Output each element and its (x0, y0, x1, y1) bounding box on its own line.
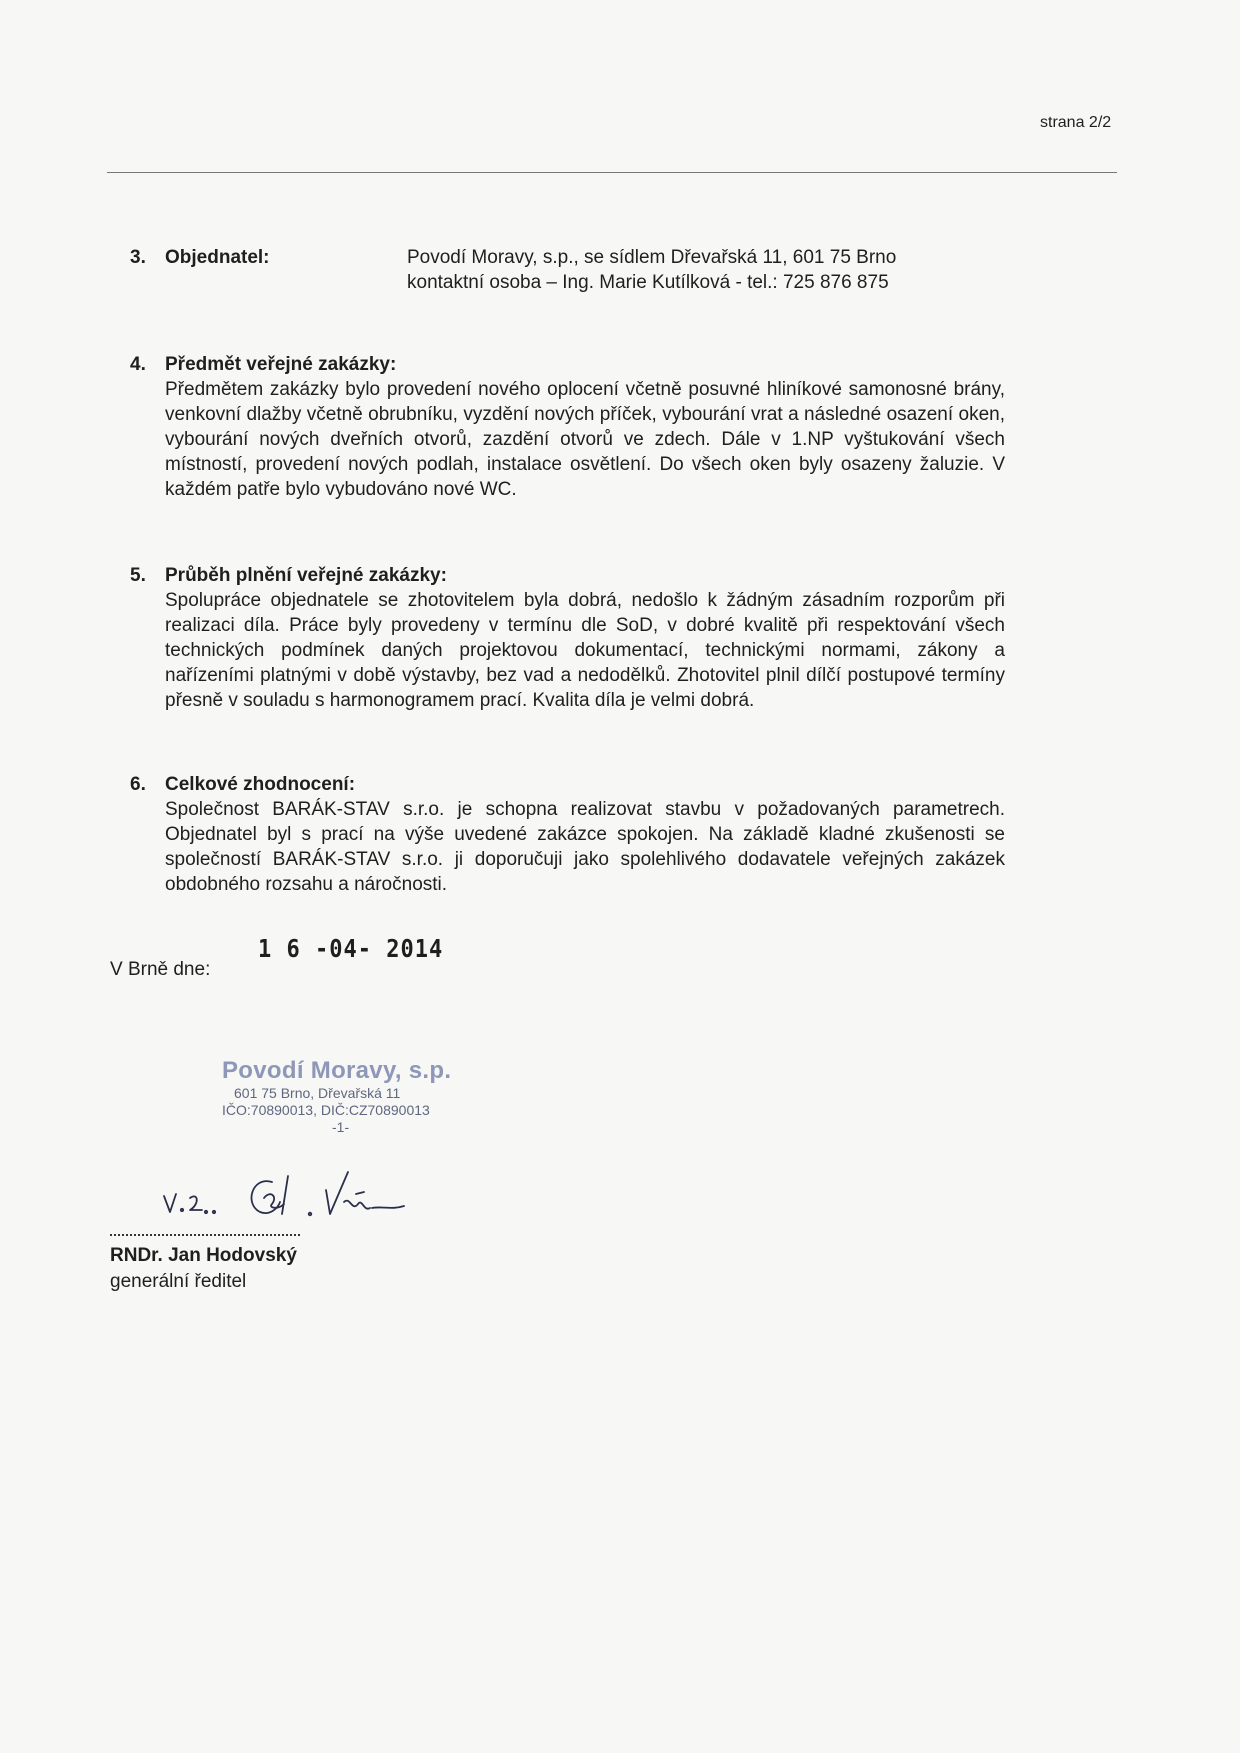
section-progress (130, 563, 1005, 713)
stamp-org: Povodí Moravy, s.p. (222, 1057, 452, 1084)
section-subject (130, 352, 1005, 502)
section-number: 4. (130, 354, 146, 375)
section-number: 6. (130, 774, 146, 795)
client-address: Povodí Moravy, s.p., se sídlem Dřevařská 11, 601 75 Brno (407, 247, 897, 268)
stamp-address: 601 75 Brno, Dřevařská 11 (234, 1085, 401, 1101)
section-heading: Předmět veřejné zakázky: (165, 354, 397, 375)
stamp-code: -1- (332, 1119, 350, 1135)
page-number: strana 2/2 (1040, 114, 1112, 131)
section-evaluation (130, 772, 1005, 897)
section-body: Spolupráce objednatele se zhotovitelem byla dobrá, nedošlo k žádným zásadním rozporům při realizaci díla. Práce byly provedeny v termínu dle SoD, v dobré kvalitě při respektování všech technických podmínek daných projektovou dokumentací, technickými normami, zákony a nařízeními platnými v době výstavby, bez vad a nedodělků. Zhotovitel plnil dílčí postupové termíny přesně v souladu s harmonogramem prací. Kvalita díla je velmi dobrá. (165, 590, 1005, 711)
signer-name: RNDr. Jan Hodovský (110, 1245, 297, 1266)
stamp-ids: IČO:70890013, DIČ:CZ70890013 (222, 1102, 430, 1118)
header-rule (107, 172, 1117, 173)
place-label: V Brně dne: (110, 959, 211, 980)
organisation-stamp (222, 1057, 451, 1136)
section-heading: Celkové zhodnocení: (165, 774, 356, 795)
signature-line (110, 1234, 300, 1236)
client-details (407, 245, 1007, 295)
section-body: Předmětem zakázky bylo provedení nového oplocení včetně posuvné hliníkové samonosné brány, venkovní dlažby včetně obrubníku, vyzdění nových příček, vybourání vrat a následné osazení oken, vybourání nových dveřních otvorů, zazdění otvorů ve zdech. Dále v 1.NP vyštukování všech místností, provedení nových podlah, instalace osvětlení. Do všech oken byly osazeny žaluzie. V každém patře bylo vybudováno nové WC. (165, 379, 1005, 500)
date-stamp: 1 6 -04- 2014 (258, 935, 444, 964)
section-number: 5. (130, 565, 146, 586)
signer-title: generální ředitel (110, 1271, 247, 1292)
handwritten-signature (160, 1168, 460, 1228)
section-label: Objednatel: (165, 247, 270, 268)
section-number: 3. (130, 247, 146, 268)
client-contact: kontaktní osoba – Ing. Marie Kutílková - tel.: 725 876 875 (407, 272, 889, 293)
section-body: Společnost BARÁK-STAV s.r.o. je schopna realizovat stavbu v požadovaných parametrech. Objednatel byl s prací na výše uvedené zakázce spokojen. Na základě kladné zkušenosti se společností BARÁK-STAV s.r.o. ji doporučuji jako spolehlivého dodavatele veřejných zakázek obdobného rozsahu a náročnosti. (165, 799, 1005, 895)
section-heading: Průběh plnění veřejné zakázky: (165, 565, 447, 586)
